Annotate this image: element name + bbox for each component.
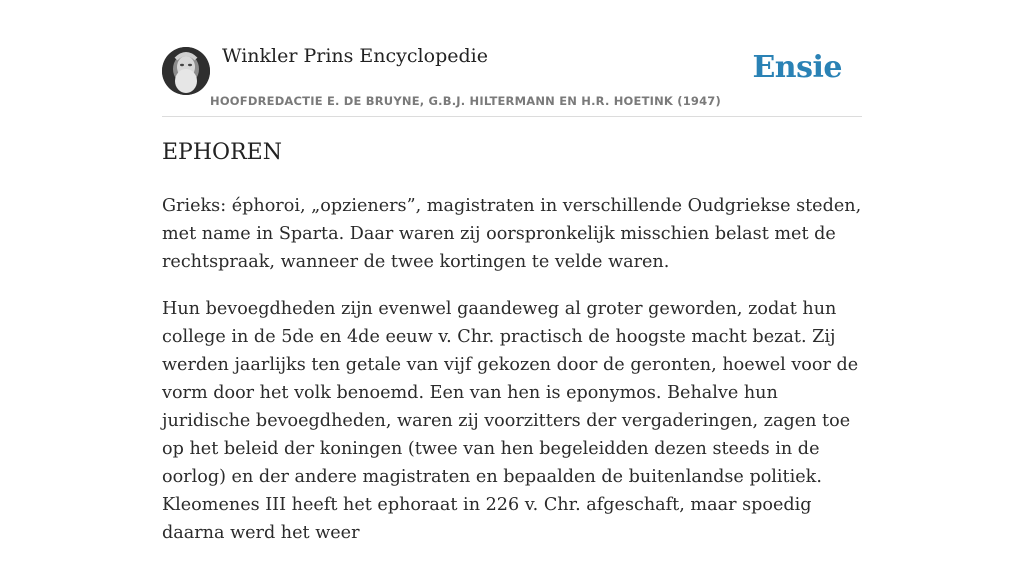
editors-subtitle: HOOFDREDACTIE E. DE BRUYNE, G.B.J. HILTERMANN EN H.R. HOETINK (1947) — [210, 94, 721, 108]
author-avatar[interactable] — [162, 47, 210, 95]
article-paragraph: Hun bevoegdheden zijn evenwel gaandeweg al groter geworden, zodat hun college in de 5de en 4de eeuw v. Chr. practisch de hoogste macht bezat. Zij werden jaarlijks ten getale van vijf gekozen door de geronten, hoewel voor de vorm door het volk benoemd. Een van hen is eponymos. Behalve hun juridische bevoegdheden, waren zij voorzitters der vergaderingen, zagen toe op het beleid der koningen (twee van hen begeleidden dezen steeds in de oorlog) en der andere magistraten en bepaalden de buitenlandse politiek. Kleomenes III heeft het ephoraat in 226 v. Chr. afgeschaft, maar spoedig daarna werd het weer — [162, 299, 859, 543]
article-paragraph: Grieks: éphoroi, „opzieners”, magistraten in verschillende Oudgriekse steden, met name in Sparta. Daar waren zij oorspronkelijk misschien belast met de rechtspraak, wanneer de twee kortingen te velde waren. — [162, 196, 862, 272]
ensie-logo[interactable]: Ensie — [752, 50, 842, 85]
page — [162, 0, 862, 543]
portrait-icon — [162, 47, 210, 95]
site-title[interactable]: Winkler Prins Encyclopedie — [222, 45, 488, 67]
article-title: EPHOREN — [162, 140, 282, 165]
header — [162, 0, 862, 117]
article-body — [162, 192, 862, 566]
